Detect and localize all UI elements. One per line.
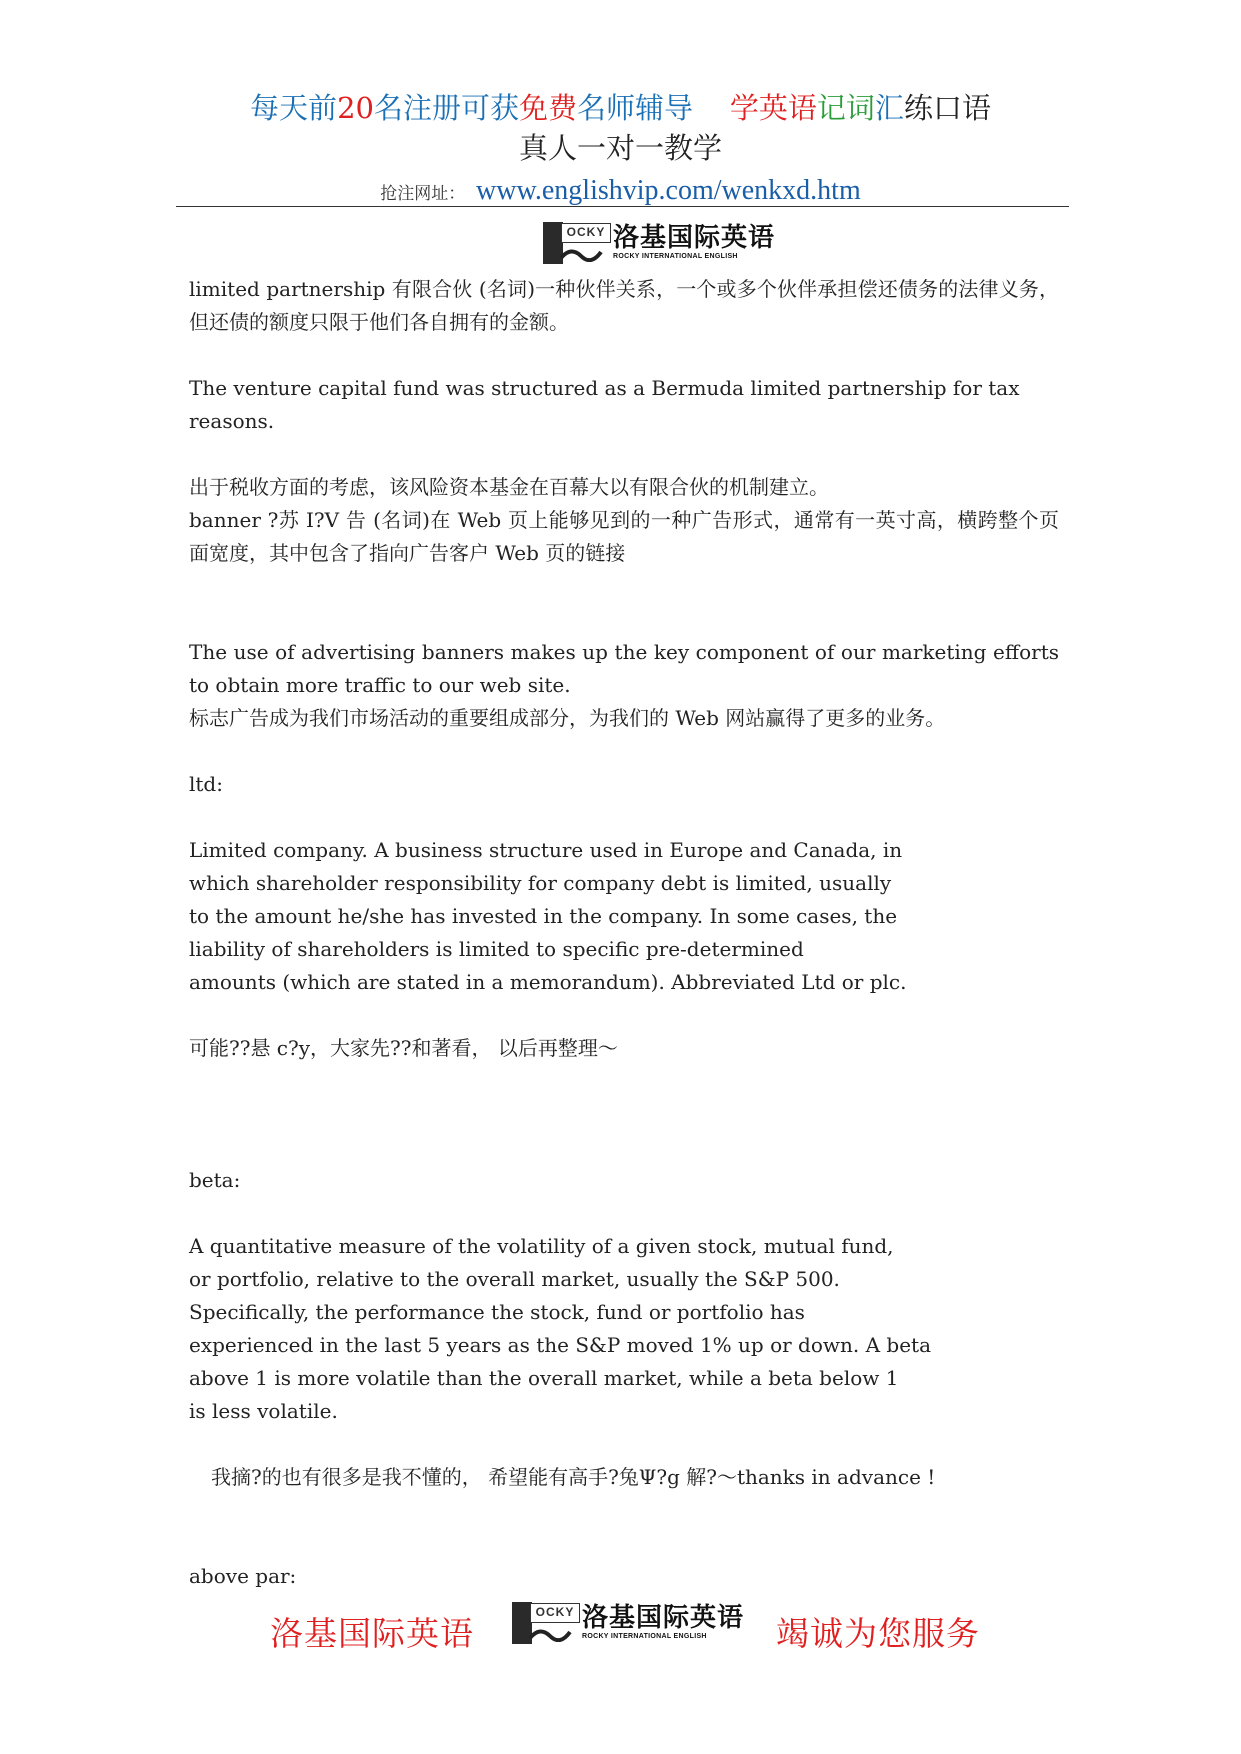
rocky-logo-top	[543, 222, 775, 264]
promo-subtitle: 真人一对一教学	[518, 131, 722, 165]
logo-en-name: ROCKY INTERNATIONAL ENGLISH	[582, 1633, 707, 1640]
paragraph-limited-partnership-translation: 出于税收方面的考虑，该风险资本基金在百幕大以有限合伙的机制建立。	[189, 475, 829, 499]
signup-url-link[interactable]: www.englishvip.com/wenkxd.htm	[476, 175, 861, 206]
paragraph-ltd-def	[189, 834, 1059, 999]
text-line: which shareholder responsibility for company debt is limited, usually	[189, 871, 892, 895]
text-line: Limited company. A business structure used in Europe and Canada, in	[189, 838, 903, 862]
promo-segment: 每天前	[250, 91, 338, 125]
promo-segment: 免费	[518, 91, 577, 125]
promo-segment: 学英语	[729, 91, 817, 125]
text-line: to the amount he/she has invested in the company. In some cases, the	[189, 904, 898, 928]
promo-segment: 汇	[874, 91, 904, 125]
footer-brand-text: 洛基国际英语	[270, 1614, 474, 1653]
page-header	[0, 88, 1241, 211]
term-beta: beta:	[189, 1168, 241, 1192]
logo-cn-name: 洛基国际英语	[582, 1603, 745, 1633]
rocky-logo-mark-icon: OCKY	[543, 222, 609, 264]
promo-segment	[693, 91, 730, 125]
logo-cn-name: 洛基国际英语	[613, 223, 776, 253]
text-line: above 1 is more volatile than the overall market, while a beta below 1	[189, 1366, 899, 1390]
promo-segment: 练口语	[903, 91, 991, 125]
document-body	[189, 273, 1059, 1593]
term-above-par: above par:	[189, 1564, 297, 1588]
logo-en-name: ROCKY INTERNATIONAL ENGLISH	[613, 253, 738, 260]
url-label: 抢注网址：	[380, 184, 466, 204]
rocky-logo-mark-icon: OCKY	[512, 1602, 578, 1644]
paragraph-banner-example: The use of advertising banners makes up the key component of our marketing efforts to obtain more traffic to our web site.	[189, 640, 1059, 697]
paragraph-beta-def	[189, 1230, 1059, 1428]
text-line: is less volatile.	[189, 1399, 338, 1423]
text-line: or portfolio, relative to the overall market, usually the S&P 500.	[189, 1267, 840, 1291]
promo-banner	[0, 88, 1241, 128]
paragraph-note: 可能??悬 c?y，大家先??和著看， 以后再整理～	[189, 1036, 618, 1060]
page-footer	[0, 1600, 1241, 1660]
text-line: Specifically, the performance the stock, fund or portfolio has	[189, 1300, 805, 1324]
text-line: experienced in the last 5 years as the S&P moved 1% up or down. A beta	[189, 1333, 931, 1357]
paragraph-banner-def: banner ?苏 I?V 告 (名词)在 Web 页上能够见到的一种广告形式，通常有一英寸高，横跨整个页面宽度，其中包含了指向广告客户 Web 页的链接	[189, 508, 1059, 565]
rocky-logo-bottom	[512, 1602, 744, 1644]
promo-segment: 记词	[816, 91, 875, 125]
paragraph-limited-partnership-def: limited partnership 有限合伙 (名词)一种伙伴关系，一个或多个伙伴承担偿还债务的法律义务，但还债的额度只限于他们各自拥有的金额。	[189, 277, 1059, 334]
text-line: A quantitative measure of the volatility of a given stock, mutual fund,	[189, 1234, 894, 1258]
footer-service-text: 竭诚为您服务	[776, 1614, 980, 1653]
text-line: amounts (which are stated in a memorandum). Abbreviated Ltd or plc.	[189, 970, 907, 994]
term-ltd: ltd:	[189, 772, 223, 796]
promo-segment: 名注册可获	[373, 91, 519, 125]
text-line: liability of shareholders is limited to specific pre-determined	[189, 937, 804, 961]
paragraph-banner-translation: 标志广告成为我们市场活动的重要组成部分，为我们的 Web 网站赢得了更多的业务。	[189, 706, 946, 730]
paragraph-request-help: 我摘?的也有很多是我不懂的， 希望能有高手?兔Ψ?g 解?～thanks in advance !	[211, 1465, 936, 1489]
header-divider	[176, 206, 1069, 207]
paragraph-limited-partnership-example: The venture capital fund was structured as a Bermuda limited partnership for tax reasons.	[189, 376, 1020, 433]
promo-segment: 20	[337, 91, 374, 125]
promo-segment: 名师辅导	[577, 91, 694, 125]
